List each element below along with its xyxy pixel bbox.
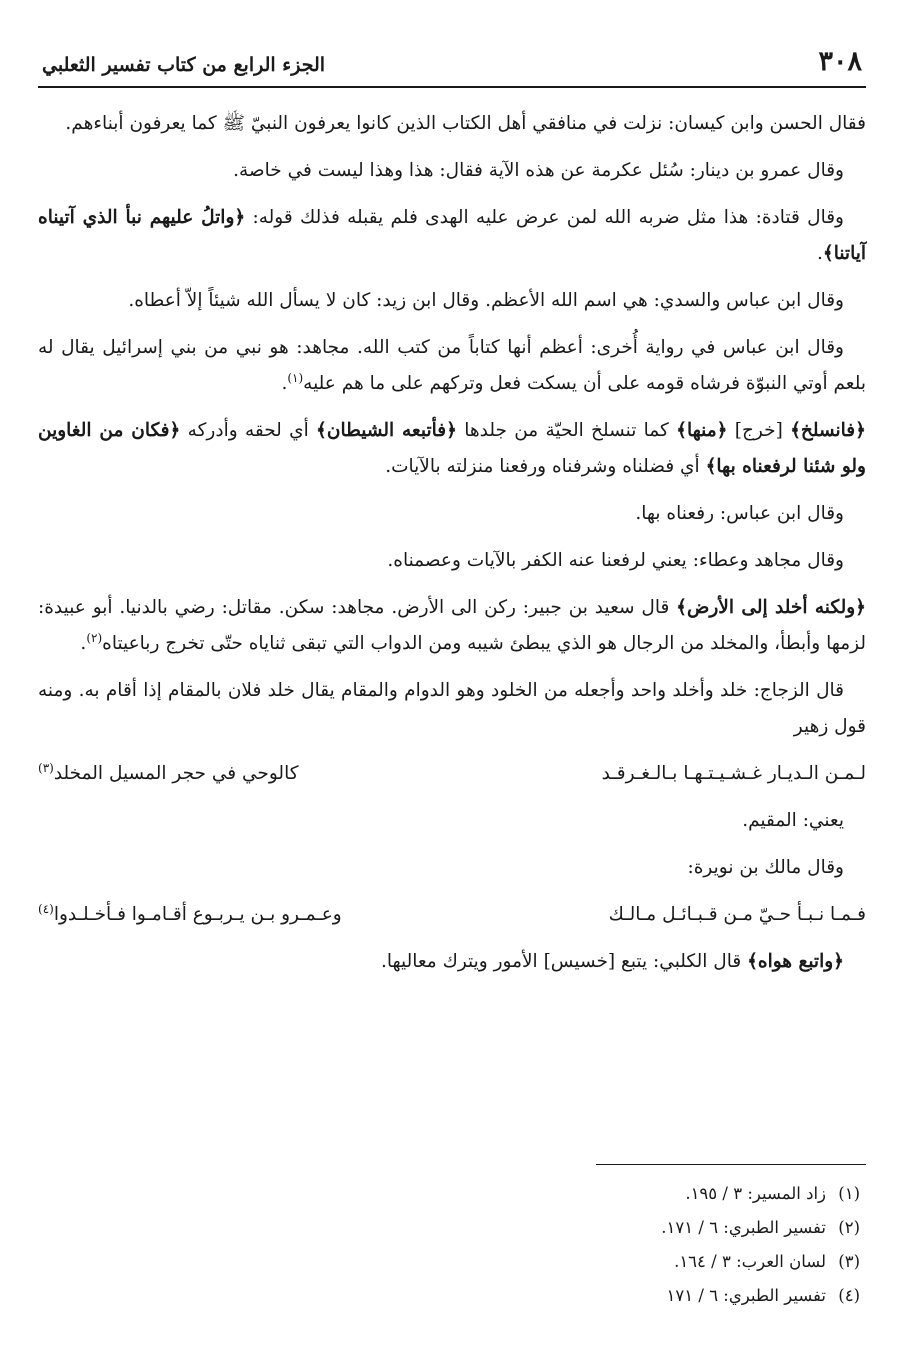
paragraph (38, 200, 866, 272)
paragraph (38, 330, 866, 402)
quran-quote: ﴿واتبع هواه﴾ (747, 951, 844, 972)
quran-quote: ﴿ولكنه أخلد إلى الأرض﴾ (676, 597, 867, 618)
footnote-item (38, 1279, 860, 1313)
running-title: الجزء الرابع من كتاب تفسير الثعلبي (42, 54, 326, 76)
paragraph-text: وقال ابن عباس والسدي: هي اسم الله الأعظم. وقال ابن زيد: كان لا يسأل الله شيئاً إلاّ أعطاه. (128, 290, 844, 311)
paragraph (38, 496, 866, 532)
paragraph-text: قال الكلبي: يتبع [خسيس] الأمور ويترك معاليها. (380, 951, 748, 972)
footnote-number: (٢) (838, 1218, 860, 1237)
verse-first-hemistich: فـمـا نـبـأ حـيّ مـن قـبـائـل مـالـك (608, 904, 866, 925)
quran-quote: ﴿واتلُ عليهم نبأ الذي آتيناه آياتنا﴾ (38, 207, 866, 264)
paragraph-text: . (816, 243, 823, 264)
book-page (38, 40, 866, 1321)
paragraph (38, 106, 866, 142)
footnote-text: لسان العرب: ٣ / ١٦٤. (674, 1252, 826, 1271)
paragraph-text: وقال مجاهد وعطاء: يعني لرفعنا عنه الكفر بالآيات وعصمناه. (387, 550, 844, 571)
poetry-verse (38, 897, 866, 933)
footnote-item (38, 1177, 860, 1211)
verse-text: وعـمـرو بـن يـربـوع أقـامـوا فـأخـلـدوا (53, 904, 342, 925)
paragraph-text: وقال مالك بن نويرة: (687, 857, 844, 878)
paragraph-text: وقال قتادة: هذا مثل ضربه الله لمن عرض عليه الهدى فلم يقبله فذلك قوله: (245, 207, 844, 228)
verse-text: كالوحي في حجر المسيل المخلد (53, 763, 299, 784)
verse-first-hemistich: لـمـن الـديـار غـشـيـتـهـا بـالـغـرقـد (601, 763, 866, 784)
quran-quote: ﴿فانسلخ﴾ (790, 420, 866, 441)
footnote-marker: (٢) (86, 630, 103, 645)
paragraph-text: يعني: المقيم. (742, 810, 844, 831)
main-text (38, 106, 866, 980)
paragraph-text: وقال ابن عباس: رفعناه بها. (635, 503, 844, 524)
paragraph (38, 153, 866, 189)
paragraph (38, 850, 866, 886)
footnote-number: (٣) (838, 1252, 860, 1271)
paragraph (38, 944, 866, 980)
footnote-text: تفسير الطبري: ٦ / ١٧١ (666, 1286, 826, 1305)
footnote-list (38, 1177, 866, 1313)
footnote-text: زاد المسير: ٣ / ١٩٥. (685, 1184, 826, 1203)
footnote-marker: (٣) (38, 760, 54, 775)
paragraph (38, 590, 866, 662)
quran-quote: ﴿منها﴾ (676, 420, 728, 441)
page-number: ٣٠٨ (818, 46, 862, 77)
footnote-marker: (١) (287, 370, 304, 385)
paragraph-text: كما تنسلخ الحيّة من جلدها (456, 420, 677, 441)
footnote-divider (596, 1164, 866, 1165)
paragraph-text: وقال ابن عباس في رواية أُخرى: أعظم أنها كتاباً من كتب الله. مجاهد: هو نبي من بني إسرائيل يقال له بلعم أوتي النبوّة فرشاه قومه على أن يسكت فعل وتركهم على ما هم عليه (38, 337, 866, 394)
footnotes-section (38, 1164, 866, 1313)
footnote-number: (١) (838, 1184, 860, 1203)
footnote-marker: (٤) (38, 901, 54, 916)
paragraph-text: [خرج] (727, 420, 791, 441)
paragraph-text: فقال الحسن وابن كيسان: نزلت في منافقي أهل الكتاب الذين كانوا يعرفون النبيّ ﷺ كما يعرفون أبناءهم. (65, 113, 866, 134)
paragraph (38, 283, 866, 319)
footnote-item (38, 1211, 860, 1245)
paragraph-text: قال سعيد بن جبير: ركن الى الأرض. مجاهد: سكن. مقاتل: رضي بالدنيا. أبو عبيدة: لزمها وأبطأ، والمخلد من الرجال هو الذي يبطئ شيبه ومن الدواب التي تبقى ثناياه حتّى تخرج رباعيتاه (38, 597, 866, 654)
paragraph-text: . (281, 373, 288, 394)
paragraph-text: قال الزجاج: خلد وأخلد واحد وأجعله من الخلود وهو الدوام والمقام يقال خلد فلان بالمقام إذا أقام به. ومنه قول زهير (38, 680, 866, 737)
paragraph (38, 413, 866, 485)
paragraph (38, 543, 866, 579)
quran-quote: ﴿فكان من الغاوين ولو شئنا لرفعناه بها﴾ (38, 420, 866, 477)
poetry-verse (38, 756, 866, 792)
footnote-number: (٤) (838, 1286, 860, 1305)
footnote-item (38, 1245, 860, 1279)
paragraph (38, 673, 866, 745)
quran-quote: ﴿فأتبعه الشيطان﴾ (316, 420, 457, 441)
verse-second-hemistich (38, 756, 299, 792)
paragraph-text: . (80, 633, 87, 654)
page-header (38, 40, 866, 88)
paragraph-text: أي فضلناه وشرفناه ورفعنا منزلته بالآيات. (385, 456, 706, 477)
paragraph (38, 803, 866, 839)
paragraph-text: أي لحقه وأدركه (180, 420, 317, 441)
verse-second-hemistich (38, 897, 342, 933)
footnote-text: تفسير الطبري: ٦ / ١٧١. (661, 1218, 826, 1237)
paragraph-text: وقال عمرو بن دينار: سُئل عكرمة عن هذه الآية فقال: هذا وهذا ليست في خاصة. (233, 160, 844, 181)
